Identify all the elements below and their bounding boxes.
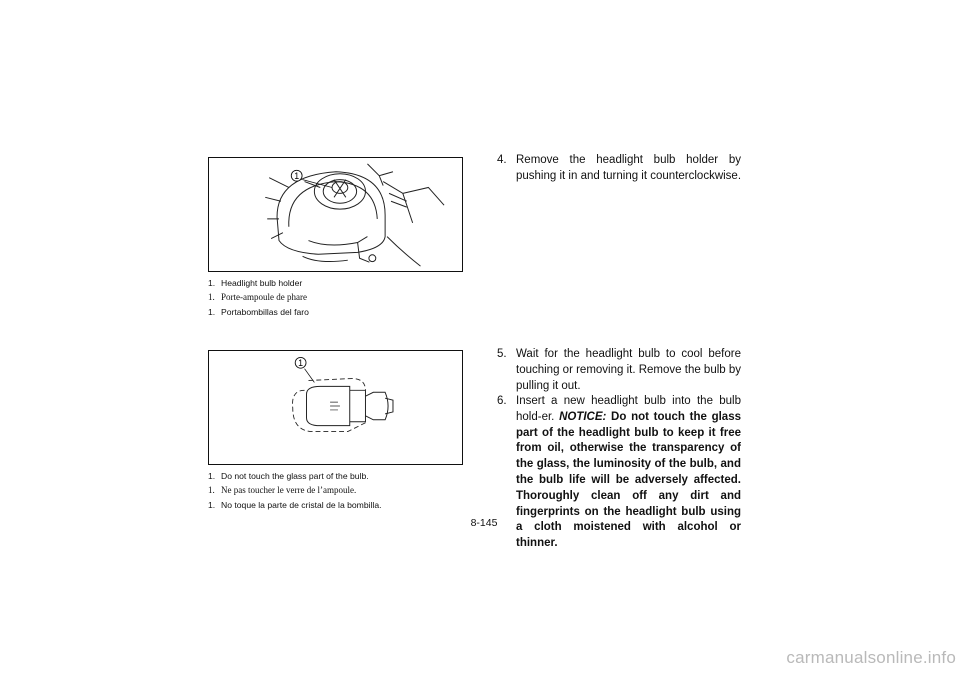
step-number: 5.: [497, 348, 507, 360]
step-number: 4.: [497, 154, 507, 166]
callout-number: 1: [294, 171, 300, 182]
caption-en: 1. Do not touch the glass part of the bulb.: [208, 471, 369, 481]
caption-es: 1. Portabombillas del faro: [208, 306, 309, 317]
caption-en: 1. Headlight bulb holder: [208, 278, 303, 288]
step-4: [497, 153, 741, 185]
headlight-holder-illustration: [209, 158, 462, 271]
callout-marker: [295, 357, 306, 368]
watermark: carmanualsonline.info: [786, 648, 956, 667]
step-text: Remove the headlight bulb holder by pushing it in and turning it counterclockwise.: [516, 154, 742, 182]
step-6: [497, 394, 741, 552]
figure-headlight-bulb-holder: [208, 157, 463, 272]
page-number: 8-145: [470, 517, 498, 529]
callout-marker: [291, 170, 302, 181]
figure-1-caption: [208, 276, 478, 319]
step-text: Wait for the headlight bulb to cool before touching or removing it. Remove the bulb by pulling it out.: [516, 348, 742, 392]
figure-headlight-bulb: [208, 350, 463, 465]
figure-2-caption: [208, 469, 478, 512]
caption-fr: 1. Ne pas toucher le verre de l’ampoule.: [208, 485, 357, 496]
step-5: [497, 347, 741, 394]
step-body: [497, 394, 741, 552]
notice-label: NOTICE:: [559, 410, 607, 423]
callout-number: 1: [298, 358, 304, 369]
step-text: Insert a new headlight bulb into the bulb hold-er.: [516, 395, 741, 423]
caption-es: 1. No toque la parte de cristal de la bombilla.: [208, 499, 382, 510]
headlight-bulb-illustration: [209, 351, 462, 464]
step-number: 6.: [497, 395, 507, 407]
caption-fr: 1. Porte-ampoule de phare: [208, 292, 307, 303]
notice-text: Do not touch the glass part of the headlight bulb to keep it free from oil, otherwise the transparency of the glass, the luminosity of the bulb, and the bulb life will be adversely affected. Thoroughly clean off any dirt and fingerprints on the headlight bulb using a cloth moistened with alcohol or thinner.: [516, 410, 741, 550]
